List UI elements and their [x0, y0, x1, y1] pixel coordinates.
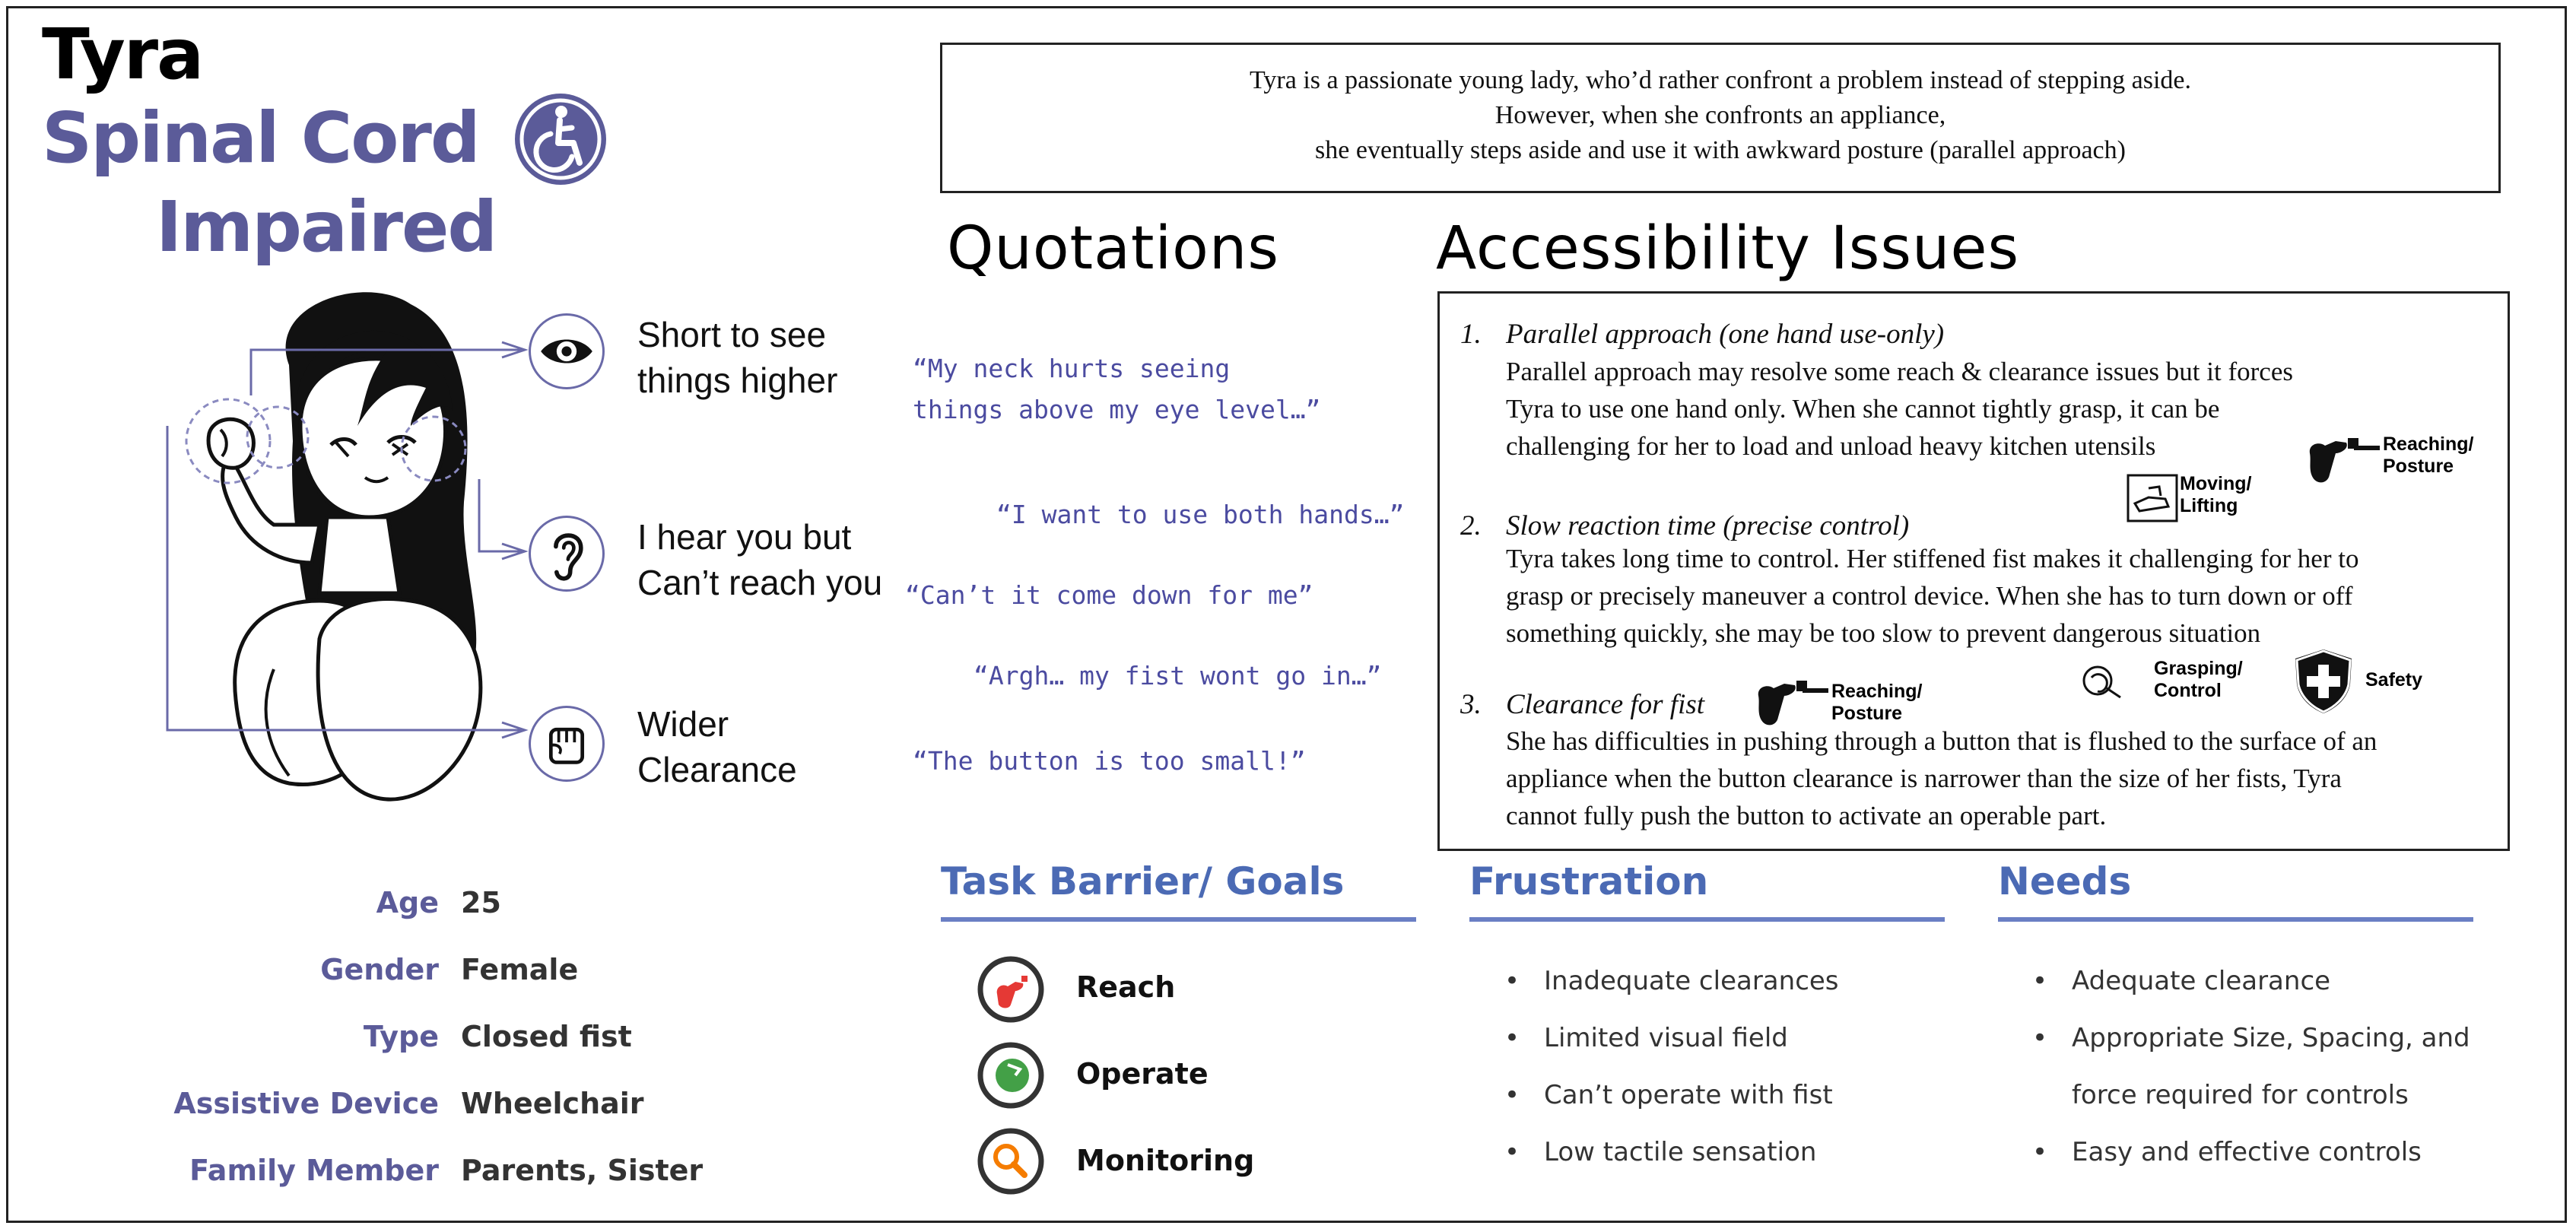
frustration-item: • Can’t operate with fist	[1544, 1080, 1833, 1110]
persona-name: Tyra	[42, 14, 203, 95]
eye-icon	[531, 316, 602, 387]
safety-label: Safety	[2365, 669, 2423, 691]
profile-value-family-member: Parents, Sister	[461, 1154, 704, 1187]
accessibility-issues-title: Accessibility Issues	[1436, 214, 2020, 283]
fist-icon	[531, 708, 602, 780]
frustration-title: Frustration	[1469, 859, 1709, 903]
issue-3-title: Clearance for fist	[1506, 689, 1705, 720]
task-reach: Reach	[1076, 970, 1176, 1004]
persona-description: Tyra is a passionate young lady, who’d rather confront a problem instead of stepping aside. However, when she confronts an appliance, she eventually steps aside and use it with awkward posture (parallel approach)	[940, 43, 2501, 193]
issue-1-body: Parallel approach may resolve some reach & clearance issues but it forces Tyra to use one hand only. When she cannot tightly grasp, it can be challenging for her to load and unload heavy kitchen utensils	[1506, 357, 2293, 461]
reach-icon	[977, 956, 1044, 1023]
quote-come-down: “Can’t it come down for me”	[905, 580, 1313, 610]
quote-both-hands: “I want to use both hands…”	[996, 500, 1405, 529]
profile-label-type: Type	[363, 1020, 439, 1053]
task-barrier-title: Task Barrier/ Goals	[941, 859, 1345, 903]
reaching-posture-label-1: Reaching/ Posture	[2383, 433, 2474, 477]
profile-label-assistive-device: Assistive Device	[173, 1087, 439, 1120]
issue-2-title: Slow reaction time (precise control)	[1506, 510, 1910, 541]
profile-label-family-member: Family Member	[189, 1154, 439, 1187]
profile-label-gender: Gender	[320, 953, 439, 986]
profile-value-type: Closed fist	[461, 1020, 632, 1053]
needs-item: • Appropriate Size, Spacing, and	[2072, 1023, 2470, 1053]
condition-title-line2: Impaired	[156, 186, 497, 268]
feature-fist-text: Wider Clearance	[637, 704, 797, 789]
frustration-item: • Limited visual field	[1544, 1023, 1788, 1053]
quote-neck-line1: “My neck hurts seeing	[913, 354, 1231, 383]
feature-fist-badge	[529, 706, 605, 782]
reaching-posture-label-2: Reaching/ Posture	[1831, 681, 1923, 724]
grasping-control-label: Grasping/ Control	[2154, 658, 2243, 701]
issue-2-body: Tyra takes long time to control. Her stiffened fist makes it challenging for her to grasp or precisely maneuver a control device. When she has to turn down or off something quickly, she may be too slow to prevent dangerous situation	[1506, 544, 2359, 648]
issue-2-number: 2.	[1460, 510, 1482, 541]
task-operate: Operate	[1076, 1057, 1209, 1091]
needs-underline	[1998, 917, 2473, 922]
moving-lifting-label: Moving/ Lifting	[2180, 473, 2252, 516]
feature-eye-badge	[529, 313, 605, 389]
task-barrier-underline	[941, 917, 1416, 922]
quote-button-too-small: “The button is too small!”	[913, 746, 1306, 776]
quote-fist-wont-go: “Argh… my fist wont go in…”	[974, 661, 1382, 691]
monitoring-icon	[977, 1128, 1044, 1195]
issue-3-number: 3.	[1460, 689, 1482, 720]
feature-connector-lines	[145, 335, 555, 760]
feature-eye-text: Short to see things higher	[637, 315, 838, 400]
grasping-control-icon	[2076, 658, 2130, 708]
needs-item-continuation: force required for controls	[2072, 1080, 2409, 1110]
condition-title-line1: Spinal Cord	[42, 97, 479, 179]
frustration-underline	[1469, 917, 1945, 922]
wheelchair-accessibility-icon	[511, 90, 610, 189]
quote-neck-line2: things above my eye level…”	[913, 395, 1321, 424]
needs-item: • Easy and effective controls	[2072, 1137, 2422, 1167]
profile-label-age: Age	[376, 886, 439, 919]
profile-value-assistive-device: Wheelchair	[461, 1087, 644, 1120]
quotations-title: Quotations	[947, 214, 1279, 283]
feature-ear-badge	[529, 516, 605, 592]
issue-3-body: She has difficulties in pushing through a button that is flushed to the surface of an appliance when the button clearance is narrower than the size of her fists, Tyra cannot fully push the button to activate an operable part.	[1506, 726, 2377, 830]
task-monitoring: Monitoring	[1076, 1144, 1255, 1177]
issue-1-number: 1.	[1460, 319, 1482, 350]
profile-value-age: 25	[461, 886, 501, 919]
feature-ear-text: I hear you but Can’t reach you	[637, 517, 883, 602]
frustration-item: • Inadequate clearances	[1544, 966, 1839, 996]
moving-lifting-icon	[2126, 473, 2179, 523]
safety-shield-icon	[2291, 646, 2356, 715]
issue-1-title: Parallel approach (one hand use-only)	[1506, 319, 1945, 350]
needs-title: Needs	[1998, 859, 2132, 903]
needs-item: • Adequate clearance	[2072, 966, 2330, 996]
operate-icon	[977, 1042, 1044, 1109]
ear-icon	[531, 518, 602, 589]
frustration-item: • Low tactile sensation	[1544, 1137, 1816, 1167]
reaching-posture-icon	[2301, 430, 2381, 491]
profile-value-gender: Female	[461, 953, 579, 986]
